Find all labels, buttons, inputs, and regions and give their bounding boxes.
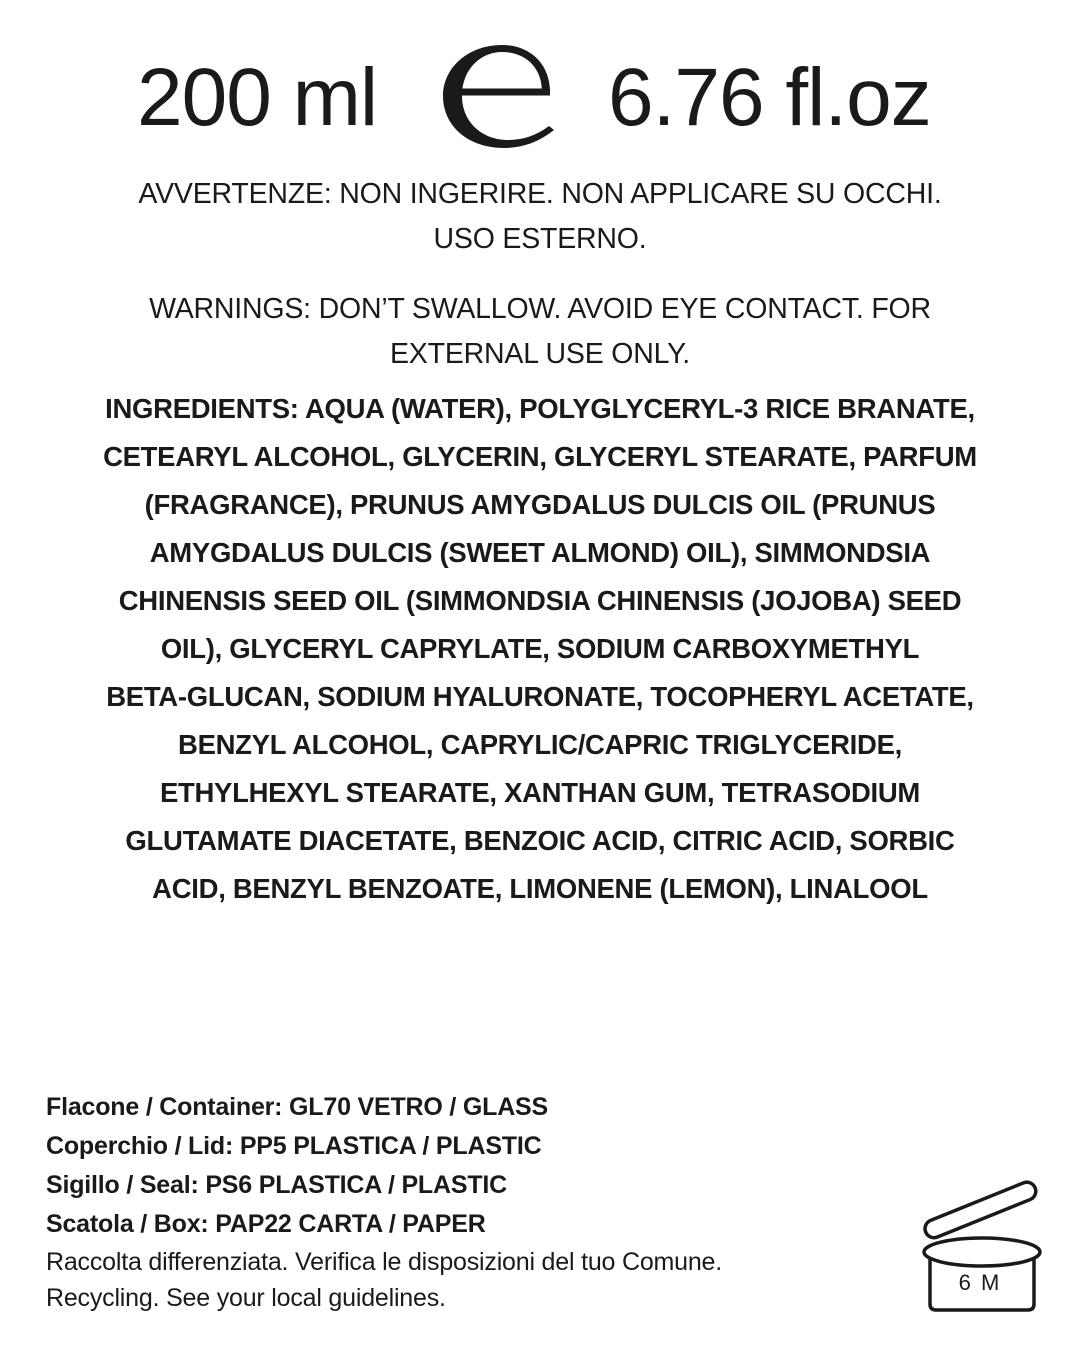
ingredients-line: CETEARYL ALCOHOL, GLYCERIN, GLYCERYL STEARATE, PARFUM bbox=[103, 441, 977, 472]
ingredients-line: OIL), GLYCERYL CAPRYLATE, SODIUM CARBOXYMETHYL bbox=[160, 633, 920, 664]
ingredients-line: INGREDIENTS: AQUA (WATER), POLYGLYCERYL-3 RICE BRANATE, bbox=[105, 393, 975, 424]
estimated-e-mark-icon bbox=[438, 40, 562, 150]
recycling-note-italian: Raccolta differenziata. Verifica le disposizioni del tuo Comune. bbox=[46, 1248, 723, 1276]
recycling-note-english: Recycling. See your local guidelines. bbox=[46, 1284, 446, 1312]
ingredients-line: BENZYL ALCOHOL, CAPRYLIC/CAPRIC TRIGLYCERIDE, bbox=[178, 729, 902, 760]
open-jar-icon bbox=[918, 1172, 1048, 1320]
warning-english-line: EXTERNAL USE ONLY. bbox=[390, 338, 690, 370]
ingredients-line: BETA-GLUCAN, SODIUM HYALURONATE, TOCOPHERYL ACETATE, bbox=[106, 681, 974, 712]
ingredients-line: GLUTAMATE DIACETATE, BENZOIC ACID, CITRIC ACID, SORBIC bbox=[125, 825, 955, 856]
warning-italian-line: USO ESTERNO. bbox=[433, 223, 647, 255]
ingredients-list bbox=[30, 385, 1050, 913]
warning-italian bbox=[60, 172, 1020, 262]
warning-italian-line: AVVERTENZE: NON INGERIRE. NON APPLICARE SU OCCHI. bbox=[138, 178, 942, 210]
ingredients-line: ETHYLHEXYL STEARATE, XANTHAN GUM, TETRASODIUM bbox=[159, 777, 921, 808]
volume-imperial: 6.76 fl.oz bbox=[608, 52, 931, 143]
warning-english bbox=[60, 287, 1020, 377]
period-after-opening-symbol bbox=[918, 1172, 1048, 1320]
volume-metric: 200 ml bbox=[137, 52, 378, 143]
packaging-info bbox=[46, 1088, 906, 1316]
ingredients-line: CHINENSIS SEED OIL (SIMMONDSIA CHINENSIS (JOJOBA) SEED bbox=[118, 585, 962, 616]
packaging-box: Scatola / Box: PAP22 CARTA / PAPER bbox=[46, 1210, 486, 1238]
volume-header bbox=[0, 40, 1080, 155]
ingredients-line: (FRAGRANCE), PRUNUS AMYGDALUS DULCIS OIL (PRUNUS bbox=[144, 489, 936, 520]
packaging-lid: Coperchio / Lid: PP5 PLASTICA / PLASTIC bbox=[46, 1132, 542, 1160]
packaging-seal: Sigillo / Seal: PS6 PLASTICA / PLASTIC bbox=[46, 1171, 507, 1199]
pao-label: 6 M bbox=[958, 1270, 1002, 1295]
packaging-container: Flacone / Container: GL70 VETRO / GLASS bbox=[46, 1093, 549, 1121]
ingredients-line: ACID, BENZYL BENZOATE, LIMONENE (LEMON), LINALOOL bbox=[152, 873, 928, 904]
warning-english-line: WARNINGS: DON’T SWALLOW. AVOID EYE CONTACT. FOR bbox=[149, 293, 931, 325]
ingredients-line: AMYGDALUS DULCIS (SWEET ALMOND) OIL), SIMMONDSIA bbox=[149, 537, 931, 568]
